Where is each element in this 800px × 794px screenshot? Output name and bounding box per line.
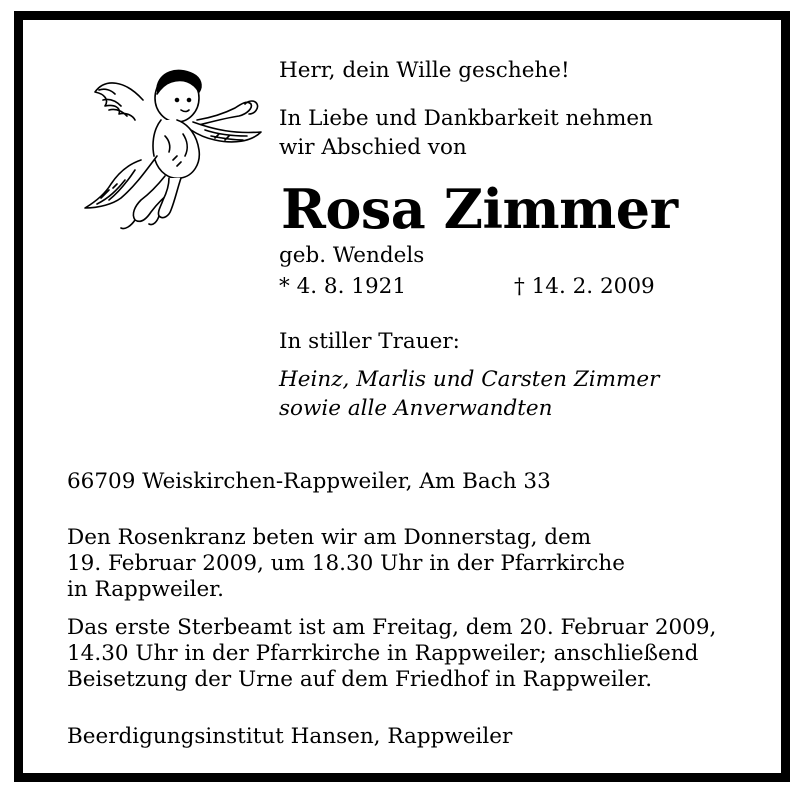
requiem-line-2: 14.30 Uhr in der Pfarrkirche in Rappweiler; anschließend xyxy=(67,641,699,666)
rosary-line-3: in Rappweiler. xyxy=(67,577,224,602)
mourners-line-1: Heinz, Marlis und Carsten Zimmer xyxy=(279,367,660,392)
deceased-name: Rosa Zimmer xyxy=(281,177,678,241)
obituary-frame xyxy=(14,11,790,782)
death-date: † 14. 2. 2009 xyxy=(514,274,655,299)
rosary-line-1: Den Rosenkranz beten wir am Donnerstag, dem xyxy=(67,525,592,550)
farewell-line-1: In Liebe und Dankbarkeit nehmen xyxy=(279,106,653,131)
maiden-name: geb. Wendels xyxy=(279,243,425,268)
birth-date: * 4. 8. 1921 xyxy=(279,274,406,299)
mourning-label: In stiller Trauer: xyxy=(279,329,460,354)
cherub-icon xyxy=(65,60,265,235)
rosary-line-2: 19. Februar 2009, um 18.30 Uhr in der Pfarrkirche xyxy=(67,551,625,576)
requiem-line-3: Beisetzung der Urne auf dem Friedhof in Rappweiler. xyxy=(67,667,653,692)
requiem-line-1: Das erste Sterbeamt ist am Freitag, dem 20. Februar 2009, xyxy=(67,615,717,640)
farewell-line-2: wir Abschied von xyxy=(279,135,467,160)
prayer-line: Herr, dein Wille geschehe! xyxy=(279,58,570,83)
address-line: 66709 Weiskirchen-Rappweiler, Am Bach 33 xyxy=(67,469,551,494)
undertaker-line: Beerdigungsinstitut Hansen, Rappweiler xyxy=(67,724,513,749)
mourners-line-2: sowie alle Anverwandten xyxy=(279,396,553,421)
